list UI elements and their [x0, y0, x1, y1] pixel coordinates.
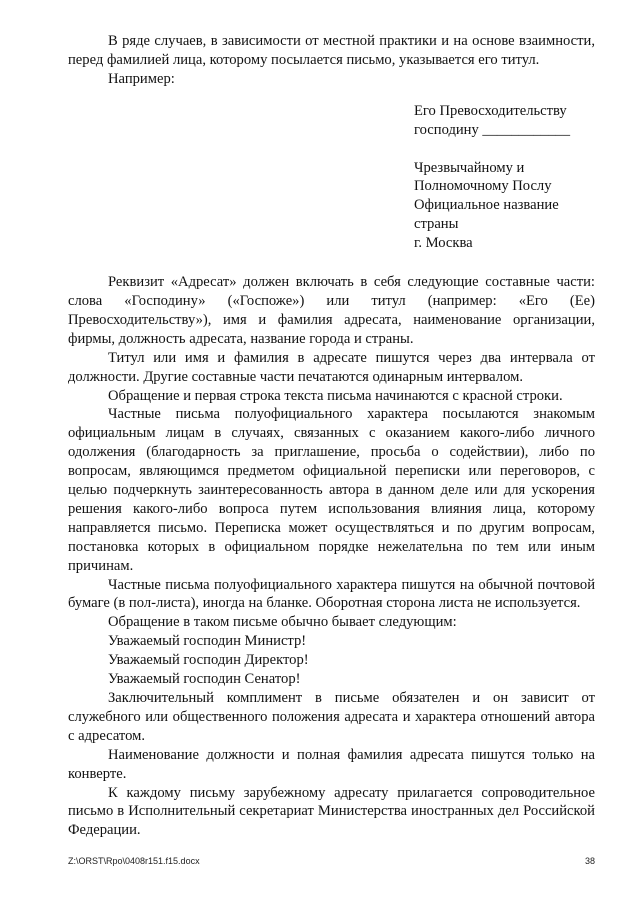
paragraph-cover-letter: К каждому письму зарубежному адресату прилагается сопроводительное письмо в Исполнительный секретариат Министерства иностранных дел Российской Федерации.: [68, 784, 595, 839]
address-line: страны: [414, 216, 459, 233]
greeting-minister: Уважаемый господин Министр!: [108, 633, 307, 650]
greeting-director: Уважаемый господин Директор!: [108, 652, 309, 669]
address-line: Полномочному Послу: [414, 178, 552, 195]
address-gap: [414, 140, 595, 159]
paragraph-example-label: Например:: [108, 70, 175, 87]
document-page: [68, 32, 595, 840]
paragraph-paper: Частные письма полуофициального характера пишутся на обычной почтовой бумаге (в пол-листа), иногда на бланке. Оборотная сторона листа не используется.: [68, 576, 595, 612]
paragraph-greeting-intro: Обращение в таком письме обычно бывает следующим:: [108, 614, 457, 631]
footer-file-path: Z:\ORST\Rpo\0408r151.f15.docx: [68, 856, 200, 866]
paragraph-private-letters: Частные письма полуофициального характера посылаются знакомым официальным лицам в случаях, связанных с оказанием какого-либо личного одолжения (благодарность за приглашение, просьба о содействии), либо по вопросам, являющимся предметом официальной переписки или переговоров, с целью подчеркнуть заинтересованность автора в данном деле или для ускорения решения какого-либо вопроса путем использования влияния лица, которому направляется письмо. Переписка может осуществляться и по другим вопросам, постановка которых в официальном порядке нежелательна по тем или иным причинам.: [68, 406, 595, 574]
address-line: господину ____________: [414, 121, 570, 138]
address-block: [414, 102, 595, 253]
footer-page-number: 38: [584, 856, 595, 866]
paragraph-addressee-requisite: Реквизит «Адресат» должен включать в себя следующие составные части: слова «Господину» («Госпоже») или титул (например: «Его (Ее) Превосходительству»), имя и фамилия адресата, наименование организации, фирмы, должность адресата, название города и страны.: [68, 274, 595, 347]
paragraph-title-intro: В ряде случаев, в зависимости от местной практики и на основе взаимности, перед фамилией лица, которому посылается письмо, указывается его титул.: [68, 33, 595, 68]
address-line: Его Превосходительству: [414, 102, 567, 119]
paragraph-envelope: Наименование должности и полная фамилия адресата пишутся только на конверте.: [68, 746, 595, 782]
paragraph-intervals: Титул или имя и фамилия в адресате пишутся через два интервала от должности. Другие составные части печатаются одинарным интервалом.: [68, 349, 595, 385]
paragraph-red-line: Обращение и первая строка текста письма начинаются с красной строки.: [108, 387, 563, 404]
address-line: г. Москва: [414, 235, 473, 252]
paragraph-closing-compliment: Заключительный комплимент в письме обязателен и он зависит от служебного или общественного положения адресата и характера отношений автора с адресатом.: [68, 690, 595, 744]
address-line: Официальное название: [414, 197, 559, 214]
address-line: Чрезвычайному и: [414, 159, 525, 176]
greeting-senator: Уважаемый господин Сенатор!: [108, 671, 301, 688]
